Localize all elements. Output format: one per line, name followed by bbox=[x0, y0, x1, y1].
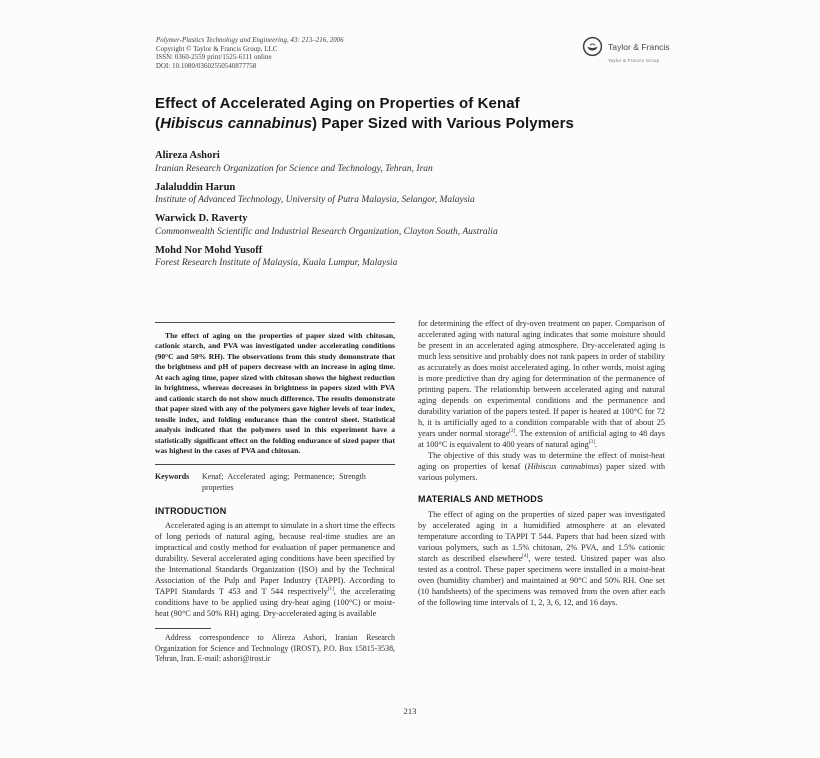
methods-paragraph: The effect of aging on the properties of sized paper was investigated by accelerated aging in a humidified atmosphere at an elevated temperature according to TAPPI T 544. Papers that had been sized with various polymers, such as 1.5% chitosan, 2% PVA, and 1.5% cationic starch as described elsewhere[4], were tested. Unsized paper was also tested as a control. These paper specimens were installed in a moist-heat oven (humidity chamber) and maintained at 90°C and 50% RH. One set (10 handsheets) of the specimens was removed from the oven after each of the following time intervals of 1, 2, 3, 6, 12, and 16 days. bbox=[418, 510, 665, 607]
article-title-line1: Effect of Accelerated Aging on Properties of Kenaf bbox=[155, 95, 520, 112]
author-block bbox=[155, 244, 665, 271]
body-paragraph-continuation: for determining the effect of dry-oven treatment on paper. Comparison of accelerated aging with natural aging indicates that some moisture should be present in an accelerated aging atmosphere. Dry-accelerated aging is much less sensitive and probably does not rank papers in order of stability as accurately as does moist accelerated aging. In other words, moist aging is more predictive than dry aging for determination of the permanence of printing papers. The relationship between accelerated aging and natural aging depends on experimental conditions and the permanence and durability variation of the papers tested. If paper is heated at 100°C for 72 h, it is artificially aged to a condition comparable with that of about 25 years under normal storage[2]. The extension of artificial aging to 48 days at 100°C is equivalent to 400 years of natural aging[3]. bbox=[418, 319, 665, 449]
publisher-tagline: Taylor & Francis Group bbox=[608, 58, 660, 63]
author-block bbox=[155, 212, 665, 239]
right-column bbox=[418, 318, 665, 608]
author-name: Warwick D. Raverty bbox=[155, 213, 248, 224]
publisher-name: Taylor & Francis bbox=[608, 41, 670, 52]
author-affiliation: Institute of Advanced Technology, University of Putra Malaysia, Selangor, Malaysia bbox=[155, 195, 475, 205]
keywords-rule bbox=[155, 464, 395, 465]
keywords-block bbox=[155, 472, 395, 493]
author-affiliation: Iranian Research Organization for Science and Technology, Tehran, Iran bbox=[155, 163, 433, 174]
keywords-text: Kenaf; Accelerated aging; Permanence; Strength properties bbox=[202, 472, 366, 492]
article-title-line2: (Hibiscus cannabinus) Paper Sized with Various Polymers bbox=[155, 114, 574, 132]
issn-line: ISSN: 0360-2559 print/1525-6111 online bbox=[156, 54, 272, 62]
author-affiliation: Forest Research Institute of Malaysia, Kuala Lumpur, Malaysia bbox=[155, 258, 398, 268]
author-list bbox=[155, 149, 665, 275]
publisher-logo bbox=[582, 36, 702, 63]
author-name: Mohd Nor Mohd Yusoff bbox=[155, 244, 263, 256]
introduction-paragraph: Accelerated aging is an attempt to simulate in a short time the effects of long periods of natural aging, because real-time studies are an impractical and costly method for evaluation of paper permanence and durability. Several accelerated aging conditions have been specified by the International Standards Organization (ISO) and by the Technical Association of the Pulp and Paper Industry (TAPPI). According to TAPPI Standards T 453 and T 544 respectively[1], the accelerating conditions have to be applied using dry-heat aging (100°C) or moist-heat (90°C and 50% RH) aging. Dry-accelerated aging is available bbox=[155, 521, 395, 619]
author-name: Jalaluddin Harun bbox=[155, 181, 236, 193]
methods-heading: MATERIALS AND METHODS bbox=[418, 494, 544, 504]
abstract-top-rule bbox=[155, 322, 395, 323]
left-column bbox=[155, 318, 395, 665]
taylor-francis-logo-icon bbox=[582, 36, 603, 57]
footnote-rule bbox=[155, 628, 211, 629]
article-title bbox=[155, 94, 625, 133]
introduction-heading: INTRODUCTION bbox=[155, 506, 227, 517]
author-affiliation: Commonwealth Scientific and Industrial Research Organization, Clayton South, Australia bbox=[155, 226, 498, 237]
abstract-text: The effect of aging on the properties of paper sized with chitosan, cationic starch, and PVA was investigated under accelerating conditions (90°C and 50% RH). The observations from this study demonstrate that the brightness and pH of papers decrease with an increase in aging time. At each aging time, paper sized with chitosan shows the highest reduction in brightness, whereas decreases in brightness in papers sized with PVA and cationic starch do not show much difference. The results demonstrate that paper sized with any of the polymers gave higher levels of tear index, tensile index, and folding endurance than the control sheet. Statistical analysis indicated that the polymers used in this experiment have a statistically significant effect on the folding endurance of sized paper that was highest in the cases of PVA and chitosan. bbox=[155, 331, 395, 455]
author-block bbox=[155, 149, 665, 176]
author-block bbox=[155, 181, 665, 208]
copyright-line: Copyright © Taylor & Francis Group, LLC bbox=[156, 45, 278, 53]
objective-paragraph: The objective of this study was to determine the effect of moist-heat aging on properties of kenaf (Hibiscus cannabinus) paper sized with various polymers. bbox=[418, 451, 665, 482]
correspondence-footnote: Address correspondence to Alireza Ashori, Iranian Research Organization for Science and Technology (IROST), P.O. Box 15815-3538, Tehran, Iran. E-mail: ashori@irost.ir bbox=[155, 633, 395, 664]
journal-header bbox=[156, 37, 344, 72]
journal-citation-line: Polymer-Plastics Technology and Engineering, 43: 213–216, 2006 bbox=[156, 37, 344, 44]
keywords-label: Keywords bbox=[155, 472, 190, 482]
doi-line: DOI: 10.1080/03602550540877758 bbox=[156, 63, 257, 71]
author-name: Alireza Ashori bbox=[155, 150, 220, 161]
page-number: 213 bbox=[403, 706, 417, 716]
